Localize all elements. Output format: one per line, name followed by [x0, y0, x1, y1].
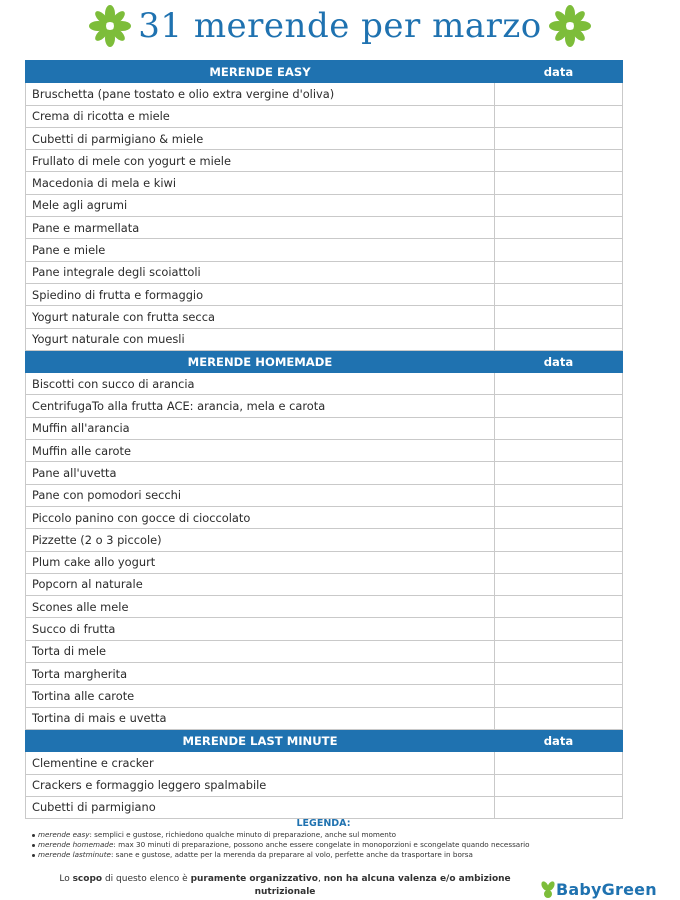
date-cell[interactable] — [495, 127, 623, 149]
table-row — [26, 417, 623, 439]
page-title: 31 merende per marzo — [138, 6, 542, 46]
table-row — [26, 462, 623, 484]
table-row — [26, 663, 623, 685]
note-bold: puramente organizzativo — [190, 874, 318, 884]
date-column-header: data — [495, 61, 623, 83]
flower-right-icon — [548, 4, 592, 48]
section-header-row — [26, 350, 623, 372]
snack-name-cell: Crackers e formaggio leggero spalmabile — [26, 774, 495, 796]
snack-table — [25, 60, 623, 819]
date-cell[interactable] — [495, 707, 623, 729]
note-text: di questo elenco è — [102, 874, 191, 884]
table-row — [26, 640, 623, 662]
date-cell[interactable] — [495, 551, 623, 573]
snack-name-cell: Pizzette (2 o 3 piccole) — [26, 529, 495, 551]
legend-term: merende homemade — [38, 840, 114, 849]
table-row — [26, 239, 623, 261]
table-row — [26, 217, 623, 239]
snack-name-cell: Mele agli agrumi — [26, 194, 495, 216]
date-cell[interactable] — [495, 596, 623, 618]
date-cell[interactable] — [495, 640, 623, 662]
snack-name-cell: Scones alle mele — [26, 596, 495, 618]
table-row — [26, 796, 623, 818]
legend-term: merende easy — [38, 830, 90, 839]
note-bold: scopo — [72, 874, 103, 884]
table-row — [26, 573, 623, 595]
date-cell[interactable] — [495, 752, 623, 774]
legend-title: LEGENDA: — [296, 818, 351, 829]
legend-term: merende lastminute — [38, 850, 111, 859]
date-cell[interactable] — [495, 373, 623, 395]
legend-list — [25, 830, 622, 860]
snack-name-cell: Bruschetta (pane tostato e olio extra vergine d'oliva) — [26, 83, 495, 105]
date-cell[interactable] — [495, 83, 623, 105]
date-cell[interactable] — [495, 150, 623, 172]
date-cell[interactable] — [495, 440, 623, 462]
legend — [25, 818, 622, 860]
date-cell[interactable] — [495, 529, 623, 551]
snack-name-cell: Torta margherita — [26, 663, 495, 685]
snack-name-cell: Cubetti di parmigiano — [26, 796, 495, 818]
section-header: MERENDE EASY — [26, 61, 495, 83]
legend-text: : sane e gustose, adatte per la merenda da preparare al volo, perfette anche da trasportare in borsa — [110, 850, 473, 859]
snack-name-cell: Pane con pomodori secchi — [26, 484, 495, 506]
table-row — [26, 484, 623, 506]
date-cell[interactable] — [495, 328, 623, 350]
snack-name-cell: Clementine e cracker — [26, 752, 495, 774]
date-cell[interactable] — [495, 618, 623, 640]
snack-name-cell: Succo di frutta — [26, 618, 495, 640]
date-cell[interactable] — [495, 217, 623, 239]
legend-item — [32, 830, 622, 840]
table-row — [26, 529, 623, 551]
table-row — [26, 395, 623, 417]
date-cell[interactable] — [495, 462, 623, 484]
disclaimer-note — [40, 873, 530, 899]
section-header-row — [26, 729, 623, 751]
table-row — [26, 551, 623, 573]
table-row — [26, 105, 623, 127]
flower-left-icon — [88, 4, 132, 48]
snack-name-cell: Tortina di mais e uvetta — [26, 707, 495, 729]
date-cell[interactable] — [495, 774, 623, 796]
table-row — [26, 127, 623, 149]
table-row — [26, 83, 623, 105]
section-header-row — [26, 61, 623, 83]
snack-name-cell: Yogurt naturale con muesli — [26, 328, 495, 350]
table-row — [26, 172, 623, 194]
date-cell[interactable] — [495, 796, 623, 818]
table-row — [26, 685, 623, 707]
date-cell[interactable] — [495, 395, 623, 417]
table-row — [26, 261, 623, 283]
table-row — [26, 752, 623, 774]
date-cell[interactable] — [495, 105, 623, 127]
baby-leaf-icon — [540, 881, 556, 899]
date-cell[interactable] — [495, 172, 623, 194]
snack-name-cell: Frullato di mele con yogurt e miele — [26, 150, 495, 172]
date-cell[interactable] — [495, 663, 623, 685]
snack-name-cell: Pane all'uvetta — [26, 462, 495, 484]
date-cell[interactable] — [495, 283, 623, 305]
snack-name-cell: Piccolo panino con gocce di cioccolato — [26, 506, 495, 528]
date-cell[interactable] — [495, 685, 623, 707]
section-header: MERENDE HOMEMADE — [26, 350, 495, 372]
section-header: MERENDE LAST MINUTE — [26, 729, 495, 751]
snack-name-cell: Tortina alle carote — [26, 685, 495, 707]
date-column-header: data — [495, 350, 623, 372]
snack-name-cell: Muffin all'arancia — [26, 417, 495, 439]
brand-name: BabyGreen — [556, 880, 657, 899]
snack-name-cell: Popcorn al naturale — [26, 573, 495, 595]
snack-name-cell: Yogurt naturale con frutta secca — [26, 306, 495, 328]
legend-item — [32, 850, 622, 860]
date-cell[interactable] — [495, 484, 623, 506]
snack-name-cell: CentrifugaTo alla frutta ACE: arancia, mela e carota — [26, 395, 495, 417]
table-row — [26, 150, 623, 172]
legend-text: : max 30 minuti di preparazione, possono anche essere congelate in monoporzioni e scongelate quando necessario — [113, 840, 530, 849]
legend-text: : semplici e gustose, richiedono qualche minuto di preparazione, anche sul momento — [89, 830, 397, 839]
table-row — [26, 194, 623, 216]
legend-item — [32, 840, 622, 850]
snack-name-cell: Macedonia di mela e kiwi — [26, 172, 495, 194]
table-row — [26, 283, 623, 305]
table-row — [26, 306, 623, 328]
date-cell[interactable] — [495, 239, 623, 261]
snack-name-cell: Pane e marmellata — [26, 217, 495, 239]
snack-name-cell: Cubetti di parmigiano & miele — [26, 127, 495, 149]
date-cell[interactable] — [495, 506, 623, 528]
snack-name-cell: Plum cake allo yogurt — [26, 551, 495, 573]
date-cell[interactable] — [495, 194, 623, 216]
table-row — [26, 707, 623, 729]
brand-logo — [540, 880, 657, 899]
snack-name-cell: Biscotti con succo di arancia — [26, 373, 495, 395]
table-row — [26, 328, 623, 350]
table-row — [26, 618, 623, 640]
table-row — [26, 440, 623, 462]
note-text: , — [317, 874, 324, 884]
snack-name-cell: Crema di ricotta e miele — [26, 105, 495, 127]
snack-name-cell: Pane e miele — [26, 239, 495, 261]
table-row — [26, 373, 623, 395]
snack-name-cell: Spiedino di frutta e formaggio — [26, 283, 495, 305]
date-column-header: data — [495, 729, 623, 751]
snack-name-cell: Pane integrale degli scoiattoli — [26, 261, 495, 283]
page-header — [0, 0, 680, 52]
table-row — [26, 506, 623, 528]
note-text: Lo — [59, 874, 73, 884]
snack-name-cell: Muffin alle carote — [26, 440, 495, 462]
snack-name-cell: Torta di mele — [26, 640, 495, 662]
note-bold: non ha alcuna valenza e/o ambizione nutrizionale — [254, 874, 511, 897]
date-cell[interactable] — [495, 306, 623, 328]
date-cell[interactable] — [495, 417, 623, 439]
date-cell[interactable] — [495, 573, 623, 595]
table-row — [26, 596, 623, 618]
date-cell[interactable] — [495, 261, 623, 283]
table-row — [26, 774, 623, 796]
